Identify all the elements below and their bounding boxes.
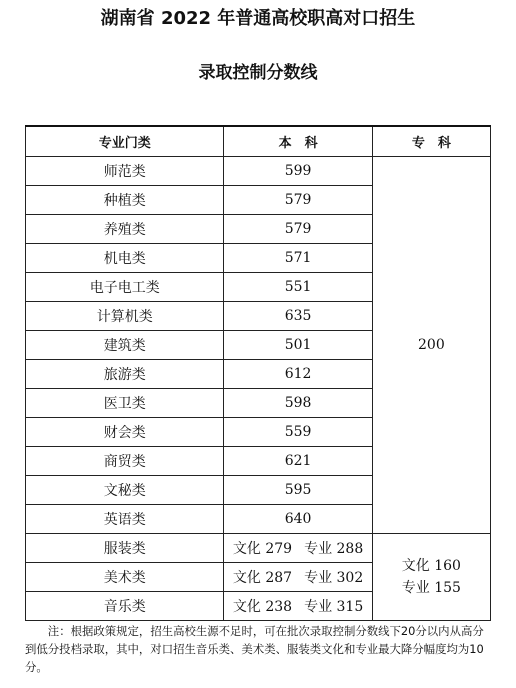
page-title: 湖南省 2022 年普通高校职高对口招生	[100, 8, 416, 29]
score-cell: 579	[224, 186, 372, 215]
major-score: 专业 302	[304, 570, 364, 586]
category-cell: 财会类	[26, 418, 224, 447]
culture-score: 文化 238	[232, 599, 293, 615]
table-row	[26, 534, 491, 563]
header-benke: 本 科	[224, 126, 372, 157]
score-cell: 598	[224, 389, 372, 418]
score-cell: 579	[224, 215, 372, 244]
score-cell: 595	[224, 476, 372, 505]
category-cell: 种植类	[26, 186, 224, 215]
culture-score: 文化 287	[232, 570, 293, 586]
score-cell: 640	[224, 505, 372, 534]
category-cell: 音乐类	[26, 592, 224, 621]
score-cell: 551	[224, 273, 372, 302]
major-score: 专业 315	[304, 599, 364, 615]
category-cell: 机电类	[26, 244, 224, 273]
category-cell: 电子电工类	[26, 273, 224, 302]
category-cell: 文秘类	[26, 476, 224, 505]
score-cell: 612	[224, 360, 372, 389]
category-cell: 商贸类	[26, 447, 224, 476]
page-subtitle: 录取控制分数线	[198, 63, 318, 83]
score-cell: 501	[224, 331, 372, 360]
category-cell: 计算机类	[26, 302, 224, 331]
major-score: 专业 288	[304, 541, 364, 557]
culture-score: 文化 279	[232, 541, 293, 557]
category-cell: 美术类	[26, 563, 224, 592]
category-cell: 师范类	[26, 157, 224, 186]
table-header-row	[26, 126, 491, 157]
art-zhuanke-major: 专业 155	[401, 580, 461, 596]
art-zhuanke-cell	[372, 534, 490, 621]
art-zhuanke-culture: 文化 160	[401, 558, 461, 574]
score-cell: 599	[224, 157, 372, 186]
header-zhuanke: 专 科	[372, 126, 490, 157]
score-cell: 559	[224, 418, 372, 447]
footnote: 注：根据政策规定，招生高校生源不足时，可在批次录取控制分数线下20分以内从高分到低分投档录取，其中，对口招生音乐类、美术类、服装类文化和专业最大降分幅度均为10 分。	[25, 624, 484, 674]
category-cell: 建筑类	[26, 331, 224, 360]
art-score-cell	[224, 563, 372, 592]
category-cell: 医卫类	[26, 389, 224, 418]
art-score-cell	[224, 592, 372, 621]
category-cell: 养殖类	[26, 215, 224, 244]
score-table	[25, 125, 491, 621]
zhuanke-shared-cell: 200	[372, 157, 490, 534]
category-cell: 旅游类	[26, 360, 224, 389]
score-cell: 635	[224, 302, 372, 331]
category-cell: 英语类	[26, 505, 224, 534]
category-cell: 服装类	[26, 534, 224, 563]
score-cell: 571	[224, 244, 372, 273]
table-row	[26, 157, 491, 186]
score-cell: 621	[224, 447, 372, 476]
header-category: 专业门类	[26, 126, 224, 157]
art-score-cell	[224, 534, 372, 563]
